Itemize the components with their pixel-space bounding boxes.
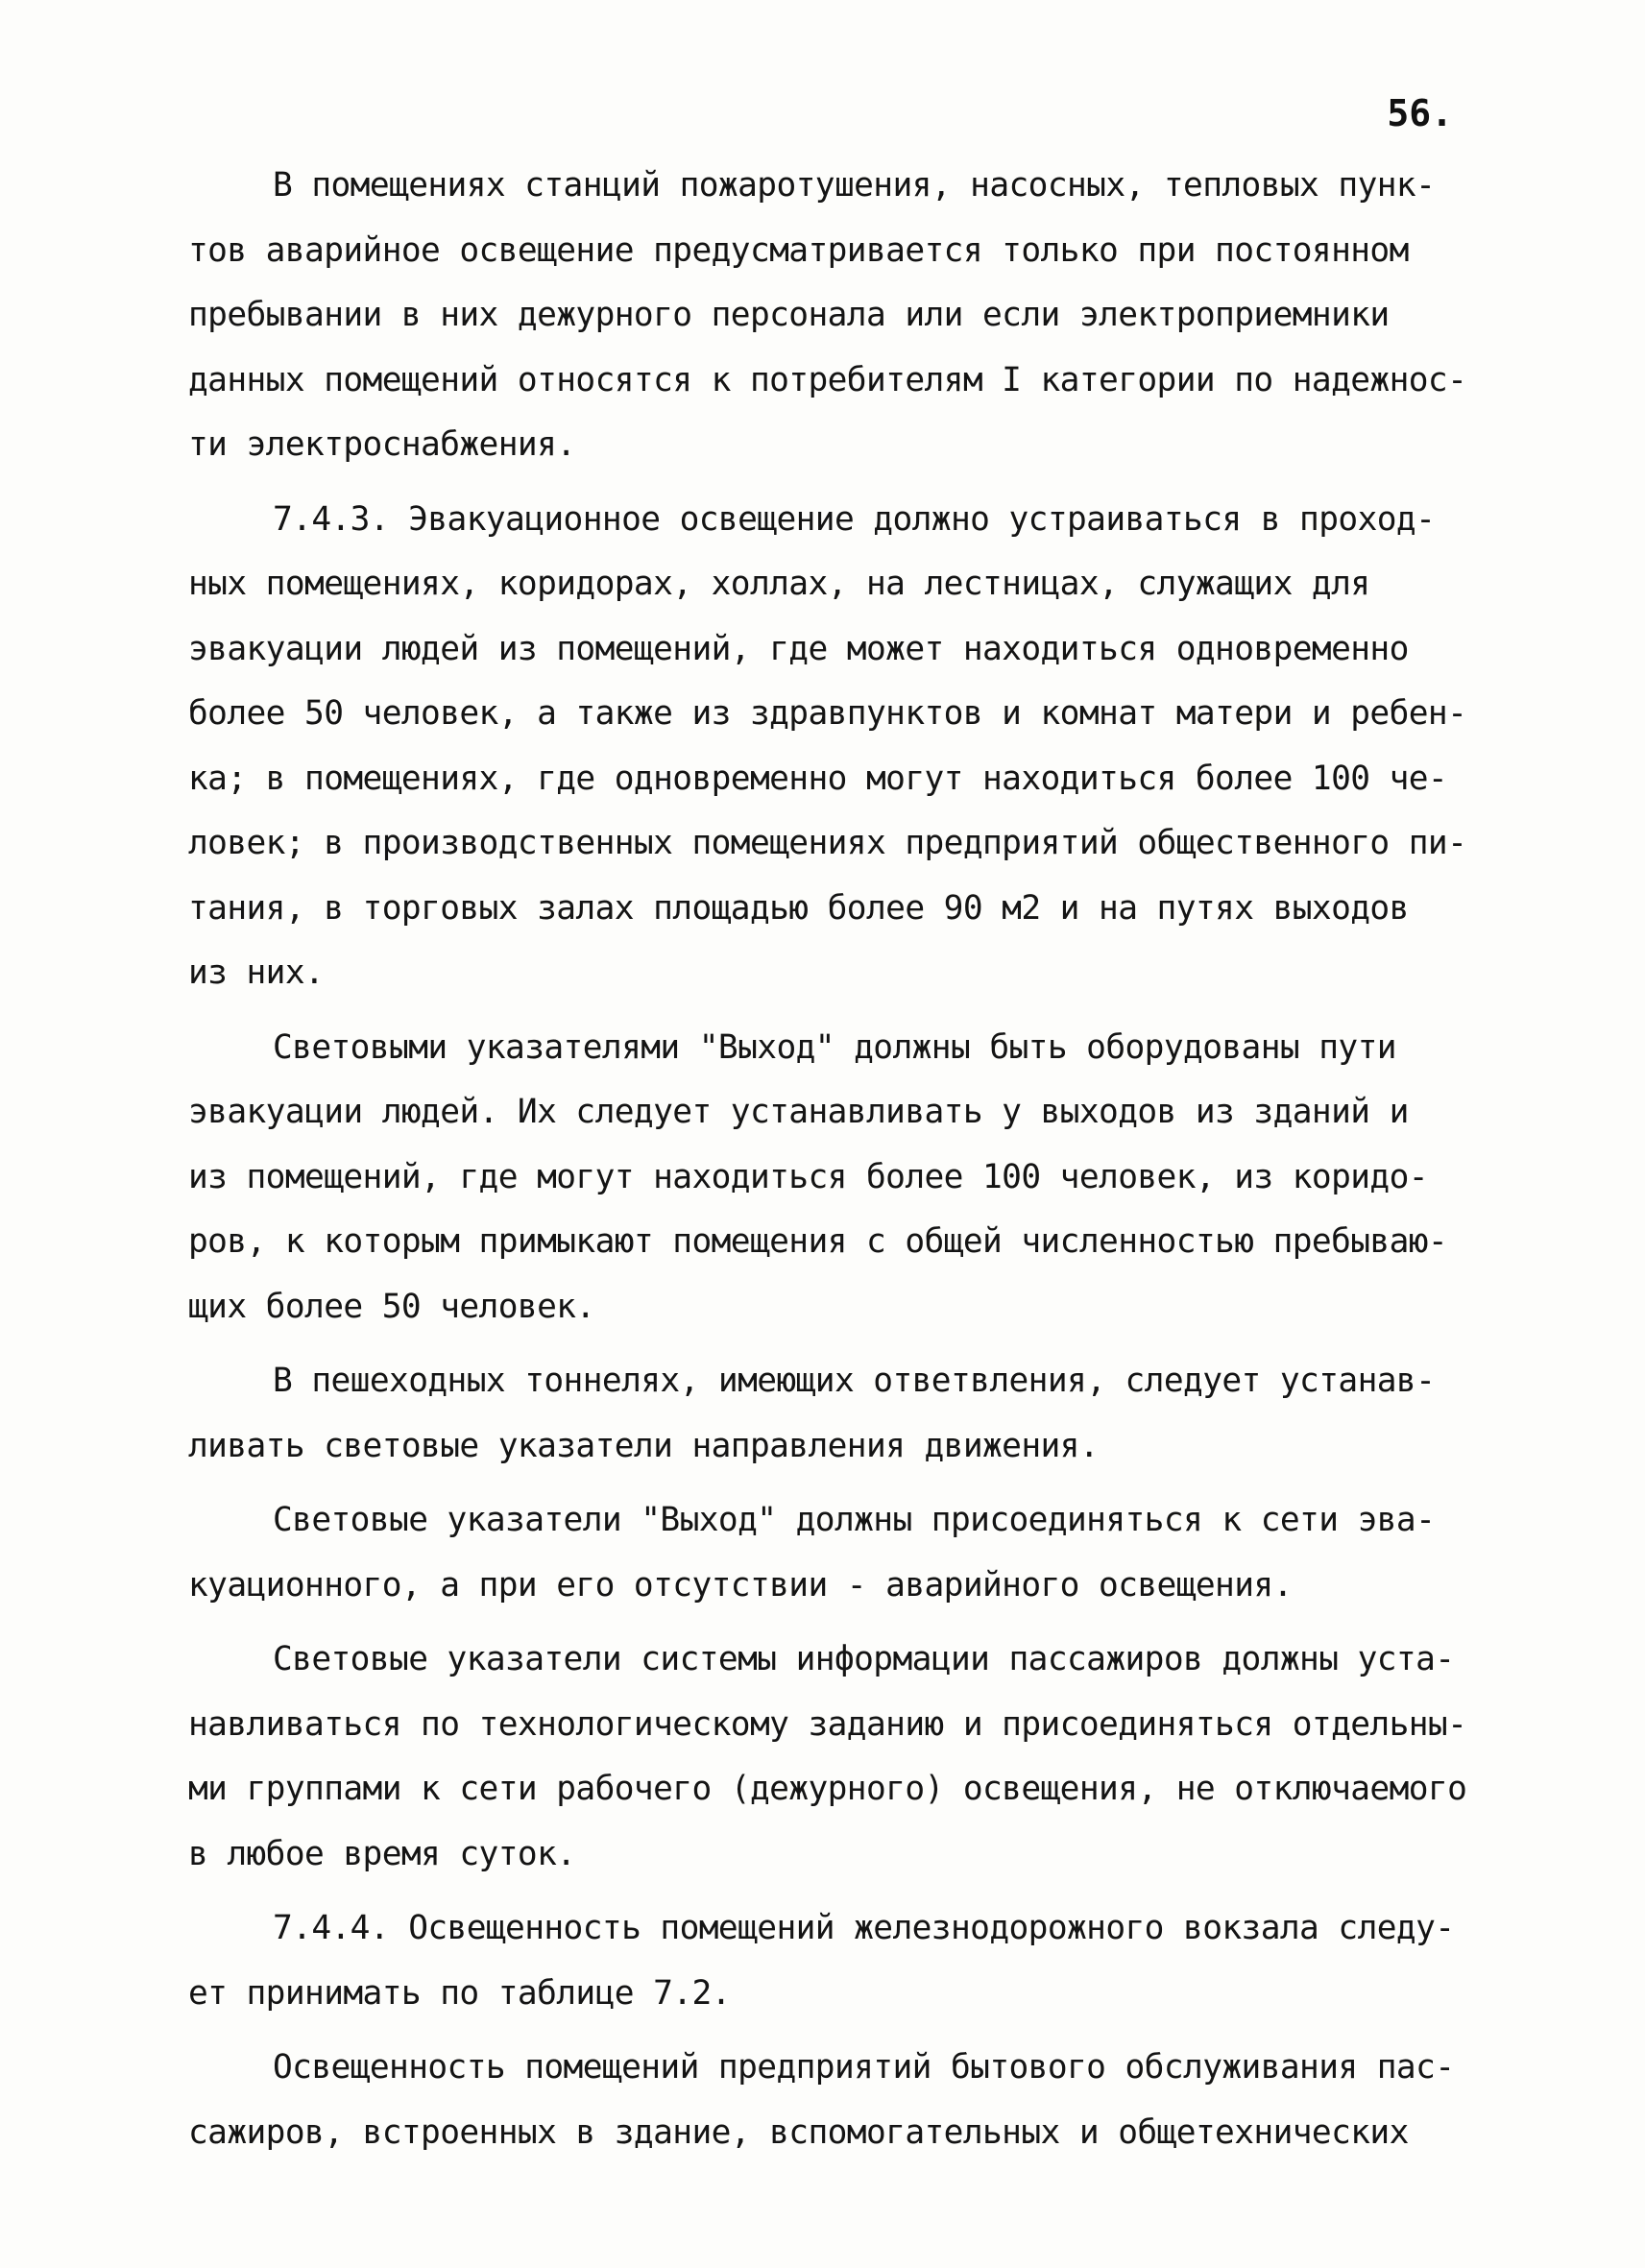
document-body [188,154,1513,2165]
text-line: навливаться по технологическому заданию и присоединяться отдельны- [188,1704,1467,1744]
text-line: В пешеходных тоннелях, имеющих ответвления, следует устанав- [273,1362,1436,1400]
paragraph-exit-signs [188,1016,1513,1340]
text-line: из них. [188,953,325,992]
paragraph-service-premises [188,2036,1513,2165]
text-line: ливать световые указатели направления движения. [188,1426,1100,1465]
text-line: Световыми указателями "Выход" должны быть оборудованы пути [273,1027,1396,1067]
text-line: из помещений, где могут находиться более 100 человек, из коридо- [188,1157,1428,1196]
text-line: 7.4.4. Освещенность помещений железнодорожного вокзала следу- [273,1909,1455,1947]
text-line: данных помещений относятся к потребителям I категории по надежнос- [188,360,1467,399]
text-line: сажиров, встроенных в здание, вспомогательных и общетехнических [188,2112,1409,2152]
text-line: В помещениях станций пожаротушения, насосных, тепловых пунк- [273,166,1436,205]
text-line: эвакуации людей. Их следует устанавливать у выходов из зданий и [188,1093,1409,1131]
paragraph-passenger-info-signs [188,1628,1513,1887]
text-line: щих более 50 человек. [188,1287,595,1326]
text-line: тания, в торговых залах площадью более 90 м2 и на путях выходов [188,888,1409,928]
text-line: ет принимать по таблице 7.2. [188,1973,731,2013]
text-line: 7.4.3. Эвакуационное освещение должно устраиваться в проход- [273,499,1436,539]
text-line: Световые указатели "Выход" должны присоединяться к сети эва- [273,1501,1436,1539]
text-line: Световые указатели системы информации пассажиров должны уста- [273,1640,1455,1678]
text-line: ка; в помещениях, где одновременно могут находиться более 100 че- [188,759,1448,798]
text-line: пребывании в них дежурного персонала или если электроприемники [188,296,1390,334]
text-line: эвакуации людей из помещений, где может находиться одновременно [188,629,1409,668]
text-line: более 50 человек, а также из здравпунктов и комнат матери и ребен- [188,694,1467,733]
page-number: 56. [1387,92,1453,134]
text-line: ловек; в производственных помещениях предприятий общественного пи- [188,824,1467,862]
paragraph-emergency-lighting [188,154,1513,478]
text-line: ных помещениях, коридорах, холлах, на лестницах, служащих для [188,565,1370,603]
paragraph-7-4-4 [188,1896,1513,2026]
text-line: ти электроснабжения. [188,425,576,464]
paragraph-pedestrian-tunnels [188,1349,1513,1479]
text-line: ми группами к сети рабочего (дежурного) освещения, не отключаемого [188,1770,1467,1808]
paragraph-exit-signs-connection [188,1488,1513,1618]
paragraph-7-4-3 [188,488,1513,1006]
text-line: в любое время суток. [188,1834,576,1873]
text-line: тов аварийное освещение предусматривается только при постоянном [188,230,1409,270]
text-line: куационного, а при его отсутствии - аварийного освещения. [188,1565,1293,1604]
text-line: Освещенность помещений предприятий бытового обслуживания пас- [273,2048,1455,2087]
text-line: ров, к которым примыкают помещения с общей численностью пребываю- [188,1222,1448,1261]
